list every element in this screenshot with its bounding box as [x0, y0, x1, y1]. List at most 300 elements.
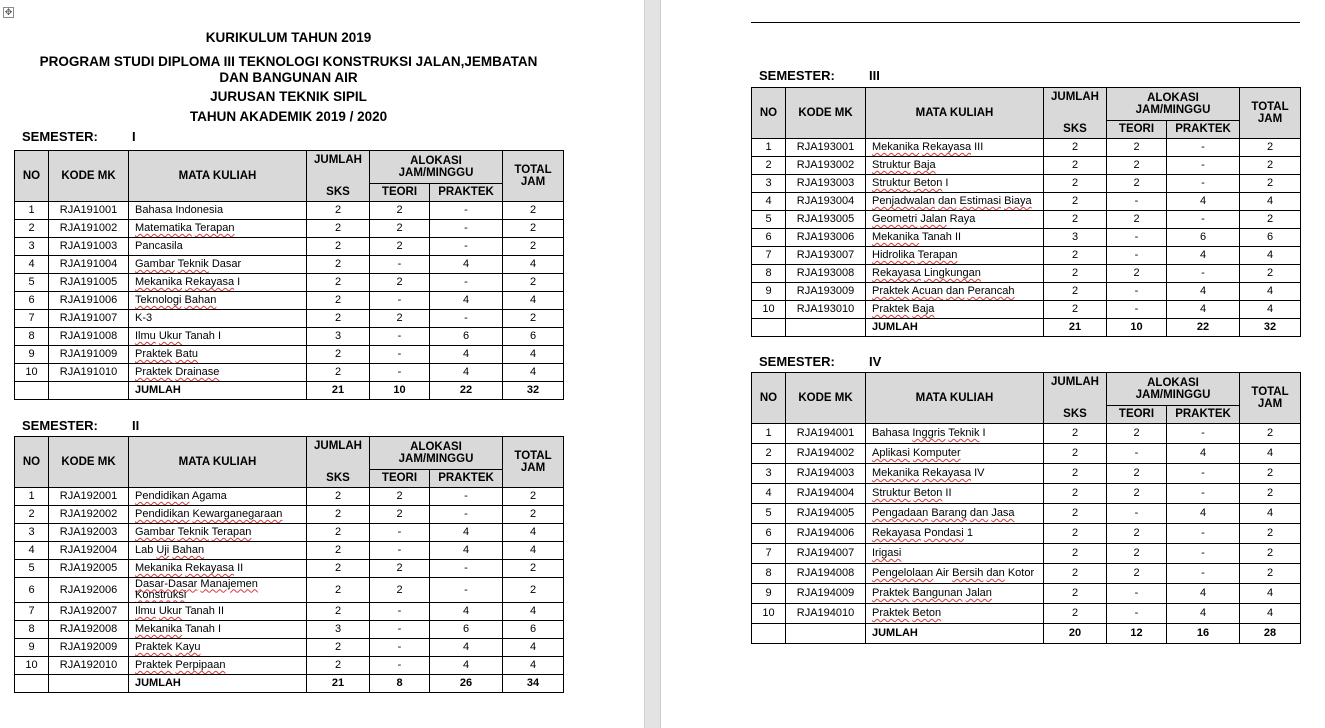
row-kode-mk: RJA194009 [786, 583, 866, 603]
header-teori: TEORI [370, 469, 430, 487]
row-total-jam: 2 [503, 487, 564, 505]
total-praktek: 22 [1167, 318, 1240, 336]
spellcheck-word: Uji [156, 544, 170, 556]
total-sks: 20 [1044, 623, 1107, 643]
header-sks: SKS [1044, 120, 1107, 138]
row-total-jam: 2 [1240, 210, 1301, 228]
header-teori: TEORI [1107, 405, 1167, 423]
row-praktek: 6 [430, 327, 503, 345]
row-teori: 2 [1107, 563, 1167, 583]
spellcheck-word: Praktek [872, 587, 910, 599]
row-kode-mk: RJA194005 [786, 503, 866, 523]
row-mata-kuliah [129, 505, 307, 523]
row-sks: 2 [307, 291, 370, 309]
spellcheck-word: Rekayasa [872, 527, 921, 539]
spellcheck-word: Kayu [175, 641, 201, 653]
header-total-jam-text: TOTAL JAM [1251, 100, 1289, 125]
row-praktek: - [430, 201, 503, 219]
row-teori: 2 [1107, 423, 1167, 443]
row-praktek: - [1167, 174, 1240, 192]
table-row [752, 300, 1301, 318]
table-row [15, 638, 564, 656]
table-row [752, 543, 1301, 563]
row-sks: 2 [1044, 156, 1107, 174]
header-mata-kuliah: MATA KULIAH [866, 88, 1044, 139]
header-jumlah: JUMLAH [307, 437, 370, 470]
total-label: JUMLAH [129, 381, 307, 399]
row-total-jam: 4 [1240, 282, 1301, 300]
table-row [752, 483, 1301, 503]
row-no: 10 [15, 656, 49, 674]
spellcheck-word: Pengelolaan [872, 567, 934, 579]
spellcheck-word: Bahan [184, 294, 217, 306]
row-teori: - [1107, 300, 1167, 318]
total-sks: 21 [1044, 318, 1107, 336]
row-kode-mk: RJA194004 [786, 483, 866, 503]
spellcheck-word: Jalan [965, 587, 992, 599]
row-sks: 2 [1044, 246, 1107, 264]
row-mata-kuliah [129, 577, 307, 602]
spellcheck-word: Kewarganegaraan [192, 508, 283, 520]
total-praktek: 22 [430, 381, 503, 399]
table-row [752, 503, 1301, 523]
row-total-jam: 2 [1240, 174, 1301, 192]
row-mata-kuliah [129, 291, 307, 309]
table-row [752, 463, 1301, 483]
spellcheck-word: Rekayasa [922, 467, 972, 479]
row-praktek: - [430, 219, 503, 237]
row-total-jam: 2 [1240, 523, 1301, 543]
row-kode-mk: RJA192009 [49, 638, 129, 656]
table-total-row [15, 674, 564, 692]
row-praktek: - [1167, 156, 1240, 174]
row-mata-kuliah [866, 603, 1044, 623]
spellcheck-word: Praktek [872, 607, 910, 619]
total-label: JUMLAH [866, 623, 1044, 643]
row-sks: 2 [1044, 282, 1107, 300]
table-row [15, 577, 564, 602]
row-total-jam: 2 [1240, 463, 1301, 483]
row-total-jam: 2 [1240, 563, 1301, 583]
row-praktek: - [1167, 563, 1240, 583]
semester-key: SEMESTER: [22, 418, 98, 433]
row-teori: 2 [1107, 463, 1167, 483]
row-praktek: - [1167, 483, 1240, 503]
row-total-jam: 4 [503, 291, 564, 309]
row-no: 6 [752, 228, 786, 246]
row-sks: 2 [1044, 483, 1107, 503]
page-top-rule [751, 22, 1300, 23]
row-kode-mk: RJA192002 [49, 505, 129, 523]
total-empty-cell [15, 381, 49, 399]
table-row [752, 264, 1301, 282]
header-praktek: PRAKTEK [430, 183, 503, 201]
row-no: 5 [752, 503, 786, 523]
row-no: 6 [752, 523, 786, 543]
spellcheck-word: Praktek [135, 641, 173, 653]
row-no: 1 [15, 201, 49, 219]
row-kode-mk: RJA193009 [786, 282, 866, 300]
table-row [15, 541, 564, 559]
row-praktek: 4 [430, 363, 503, 381]
row-sks: 2 [307, 602, 370, 620]
row-teori: 2 [1107, 138, 1167, 156]
row-praktek: - [430, 273, 503, 291]
table-row [752, 174, 1301, 192]
row-mata-kuliah [129, 656, 307, 674]
row-praktek: 4 [1167, 583, 1240, 603]
row-sks: 2 [1044, 503, 1107, 523]
row-teori: - [370, 345, 430, 363]
spellcheck-word: Biaya [1004, 195, 1032, 207]
header-jumlah: JUMLAH [1044, 373, 1107, 406]
row-mata-kuliah: Pendidikan Agama [129, 487, 307, 505]
row-mata-kuliah [866, 443, 1044, 463]
semester-number: IV [869, 354, 882, 369]
row-total-jam: 2 [1240, 423, 1301, 443]
total-jam: 34 [503, 674, 564, 692]
row-total-jam: 2 [503, 237, 564, 255]
row-total-jam: 4 [503, 602, 564, 620]
row-total-jam: 4 [503, 255, 564, 273]
total-empty-cell [49, 674, 129, 692]
row-total-jam: 4 [1240, 443, 1301, 463]
table-row [15, 201, 564, 219]
header-total-jam-text: TOTAL JAM [514, 163, 552, 188]
row-teori: - [1107, 503, 1167, 523]
row-sks: 2 [1044, 543, 1107, 563]
total-praktek: 26 [430, 674, 503, 692]
row-praktek: 4 [430, 638, 503, 656]
spellcheck-word: Matematika [135, 222, 192, 234]
spellcheck-word: Komputer [912, 447, 961, 459]
header-praktek: PRAKTEK [1167, 120, 1240, 138]
row-sks: 2 [1044, 523, 1107, 543]
table-total-row [15, 381, 564, 399]
table-row [15, 291, 564, 309]
row-praktek: 4 [430, 602, 503, 620]
table-row [15, 237, 564, 255]
row-total-jam: 2 [1240, 138, 1301, 156]
row-kode-mk: RJA193008 [786, 264, 866, 282]
spellcheck-word: Penjadwalan [872, 195, 935, 207]
spellcheck-word: Batu [175, 348, 198, 360]
header-praktek: PRAKTEK [1167, 405, 1240, 423]
row-praktek: 4 [1167, 503, 1240, 523]
row-sks: 2 [307, 363, 370, 381]
row-sks: 2 [307, 219, 370, 237]
document-page-left [0, 0, 644, 728]
table-total-row [752, 318, 1301, 336]
row-total-jam: 4 [1240, 192, 1301, 210]
row-teori: 2 [370, 219, 430, 237]
header-alokasi [1107, 88, 1240, 121]
row-teori: - [1107, 228, 1167, 246]
total-empty-cell [15, 674, 49, 692]
row-teori: 2 [370, 201, 430, 219]
row-teori: 2 [1107, 174, 1167, 192]
row-no: 6 [15, 291, 49, 309]
spellcheck-word: Ilmu [135, 605, 156, 617]
row-kode-mk: RJA193007 [786, 246, 866, 264]
spellcheck-word: Teknologi [135, 294, 182, 306]
row-teori: 2 [370, 577, 430, 602]
row-total-jam: 2 [503, 559, 564, 577]
row-praktek: 6 [430, 620, 503, 638]
header-teori: TEORI [370, 183, 430, 201]
spellcheck-word: Baja [913, 159, 936, 171]
row-total-jam: 4 [503, 638, 564, 656]
row-no: 9 [15, 638, 49, 656]
page-gutter [644, 0, 661, 728]
row-praktek: - [430, 559, 503, 577]
table-row [15, 219, 564, 237]
table-row [15, 505, 564, 523]
row-mata-kuliah: Bahasa Indonesia [129, 201, 307, 219]
row-kode-mk: RJA191001 [49, 201, 129, 219]
row-praktek: 4 [430, 541, 503, 559]
table-row [15, 309, 564, 327]
course-table-semester-1 [14, 150, 564, 400]
total-label: JUMLAH [129, 674, 307, 692]
row-praktek: 4 [1167, 192, 1240, 210]
row-praktek: 4 [1167, 603, 1240, 623]
row-no: 7 [752, 543, 786, 563]
header-alokasi-text: ALOKASI JAM/MINGGU [398, 440, 474, 465]
row-sks: 3 [1044, 228, 1107, 246]
header-alokasi [1107, 373, 1240, 406]
spellcheck-word: Pendidikan [135, 508, 190, 520]
row-sks: 2 [1044, 463, 1107, 483]
total-teori: 8 [370, 674, 430, 692]
row-sks: 2 [1044, 563, 1107, 583]
row-teori: 2 [1107, 543, 1167, 563]
row-mata-kuliah: Pancasila [129, 237, 307, 255]
row-total-jam: 2 [1240, 264, 1301, 282]
row-praktek: - [430, 577, 503, 602]
table-row [15, 363, 564, 381]
row-kode-mk: RJA194003 [786, 463, 866, 483]
row-teori: - [1107, 282, 1167, 300]
spellcheck-word: Teknik [948, 427, 980, 439]
row-no: 1 [752, 138, 786, 156]
header-kode-mk: KODE MK [786, 88, 866, 139]
row-mata-kuliah [866, 543, 1044, 563]
header-alokasi [370, 437, 503, 470]
row-mata-kuliah [129, 523, 307, 541]
spellcheck-word: Pendidikan [135, 490, 190, 502]
row-sks: 2 [1044, 138, 1107, 156]
row-total-jam: 4 [1240, 503, 1301, 523]
semester-key: SEMESTER: [22, 129, 98, 144]
row-total-jam: 4 [1240, 246, 1301, 264]
row-no: 5 [15, 273, 49, 291]
row-mata-kuliah [866, 503, 1044, 523]
spellcheck-word: Konstruksi [135, 588, 187, 601]
header-jumlah: JUMLAH [1044, 88, 1107, 121]
row-no: 7 [15, 602, 49, 620]
spellcheck-word: Teknik [177, 526, 209, 538]
header-alokasi-text: ALOKASI JAM/MINGGU [1135, 91, 1211, 116]
row-mata-kuliah: Mekanika Tanah I [129, 620, 307, 638]
table-row [15, 656, 564, 674]
row-sks: 2 [1044, 423, 1107, 443]
row-teori: 2 [370, 237, 430, 255]
row-mata-kuliah: Rekayasa Pondasi 1 [866, 523, 1044, 543]
spellcheck-word: Mekanika [135, 276, 183, 288]
row-sks: 2 [307, 541, 370, 559]
spellcheck-word: Beton [912, 607, 942, 619]
row-mata-kuliah: K-3 [129, 309, 307, 327]
spellcheck-word: Geometri [872, 213, 918, 225]
row-teori: - [370, 291, 430, 309]
row-no: 4 [752, 192, 786, 210]
row-mata-kuliah [129, 363, 307, 381]
spellcheck-word: Rekayasa [872, 267, 921, 279]
table-row [752, 246, 1301, 264]
row-praktek: 4 [430, 291, 503, 309]
spellcheck-word: Acuan [911, 285, 943, 297]
row-praktek: 4 [1167, 300, 1240, 318]
document-title: KURIKULUM TAHUN 2019 [205, 30, 372, 45]
row-total-jam: 4 [1240, 603, 1301, 623]
spellcheck-word: Praktek [872, 285, 910, 297]
row-no: 7 [752, 246, 786, 264]
total-empty-cell [752, 318, 786, 336]
row-praktek: 4 [1167, 282, 1240, 300]
header-no: NO [752, 88, 786, 139]
header-alokasi-text: ALOKASI JAM/MINGGU [398, 154, 474, 179]
table-row [752, 282, 1301, 300]
row-no: 10 [752, 300, 786, 318]
row-praktek: - [1167, 264, 1240, 282]
row-praktek: - [430, 487, 503, 505]
row-mata-kuliah: Mekanika Tanah II [866, 228, 1044, 246]
row-mata-kuliah: Geometri Jalan Raya [866, 210, 1044, 228]
spellcheck-word: Barang [931, 507, 967, 519]
row-mata-kuliah [866, 192, 1044, 210]
row-sks: 2 [307, 487, 370, 505]
row-no: 9 [15, 345, 49, 363]
row-mata-kuliah: Ilmu Ukur Tanah II [129, 602, 307, 620]
spellcheck-word: Gambar [135, 258, 175, 270]
row-sks: 2 [307, 656, 370, 674]
row-teori: - [1107, 443, 1167, 463]
row-sks: 3 [307, 327, 370, 345]
row-sks: 2 [307, 237, 370, 255]
row-total-jam: 6 [1240, 228, 1301, 246]
spellcheck-word: Terapan [194, 222, 235, 234]
spellcheck-word: Teknik [177, 258, 209, 270]
row-total-jam: 4 [503, 656, 564, 674]
row-kode-mk: RJA192001 [49, 487, 129, 505]
row-sks: 2 [1044, 443, 1107, 463]
total-jam: 32 [1240, 318, 1301, 336]
row-no: 3 [15, 237, 49, 255]
table-row [752, 192, 1301, 210]
row-kode-mk: RJA194001 [786, 423, 866, 443]
header-total-jam-text: TOTAL JAM [1251, 385, 1289, 410]
spellcheck-word: Mekanika [872, 467, 920, 479]
table-move-icon[interactable]: ✥ [4, 7, 13, 17]
spellcheck-word: Beton [913, 487, 943, 499]
spellcheck-word: dan [938, 195, 957, 207]
header-total-jam [1240, 373, 1301, 424]
row-no: 2 [752, 156, 786, 174]
row-kode-mk: RJA191007 [49, 309, 129, 327]
row-mata-kuliah: Struktur Beton II [866, 483, 1044, 503]
table-row [752, 563, 1301, 583]
semester-label-2 [22, 418, 139, 433]
total-jam: 28 [1240, 623, 1301, 643]
row-no: 8 [752, 563, 786, 583]
row-praktek: 4 [1167, 246, 1240, 264]
spellcheck-word: dan [969, 507, 989, 519]
row-teori: 2 [370, 505, 430, 523]
row-no: 8 [752, 264, 786, 282]
header-mata-kuliah: MATA KULIAH [129, 437, 307, 488]
table-row [752, 138, 1301, 156]
header-mata-kuliah: MATA KULIAH [129, 151, 307, 202]
spellcheck-word: Mekanika [135, 623, 183, 635]
row-praktek: - [430, 309, 503, 327]
row-kode-mk: RJA192004 [49, 541, 129, 559]
header-kode-mk: KODE MK [49, 437, 129, 488]
row-total-jam: 4 [1240, 583, 1301, 603]
row-sks: 2 [1044, 603, 1107, 623]
row-teori: 2 [1107, 210, 1167, 228]
row-sks: 3 [307, 620, 370, 638]
spellcheck-word: Pengadaan [872, 507, 929, 519]
row-sks: 2 [307, 577, 370, 602]
row-kode-mk: RJA194002 [786, 443, 866, 463]
row-no: 1 [15, 487, 49, 505]
row-mata-kuliah [866, 246, 1044, 264]
row-sks: 2 [307, 255, 370, 273]
row-no: 10 [15, 363, 49, 381]
header-alokasi-text: ALOKASI JAM/MINGGU [1135, 376, 1211, 401]
row-teori: - [370, 327, 430, 345]
header-no: NO [752, 373, 786, 424]
row-no: 3 [752, 174, 786, 192]
row-teori: - [370, 620, 430, 638]
spellcheck-word: Praktek [135, 348, 173, 360]
spellcheck-word: Mekanika [872, 141, 920, 153]
spellcheck-word: Bersih [952, 567, 984, 579]
row-teori: 2 [1107, 264, 1167, 282]
row-total-jam: 2 [1240, 156, 1301, 174]
header-kode-mk: KODE MK [49, 151, 129, 202]
row-teori: - [1107, 603, 1167, 623]
row-praktek: - [1167, 210, 1240, 228]
row-mata-kuliah: Ilmu Ukur Tanah I [129, 327, 307, 345]
row-teori: - [370, 363, 430, 381]
spellcheck-word: Rekayasa [185, 562, 235, 574]
table-row [15, 523, 564, 541]
total-empty-cell [752, 623, 786, 643]
spellcheck-word: dan [946, 285, 965, 297]
row-mata-kuliah: Mekanika Rekayasa II [129, 559, 307, 577]
row-kode-mk: RJA192005 [49, 559, 129, 577]
spellcheck-word: Bangunan [912, 587, 963, 599]
semester-key: SEMESTER: [759, 354, 835, 369]
semester-label-1 [22, 129, 136, 144]
program-title-line-1: PROGRAM STUDI DIPLOMA III TEKNOLOGI KONSTRUKSI JALAN,JEMBATAN [39, 54, 538, 69]
spellcheck-word: Rekayasa [922, 141, 972, 153]
row-kode-mk: RJA193003 [786, 174, 866, 192]
header-praktek: PRAKTEK [430, 469, 503, 487]
row-total-jam: 2 [503, 201, 564, 219]
